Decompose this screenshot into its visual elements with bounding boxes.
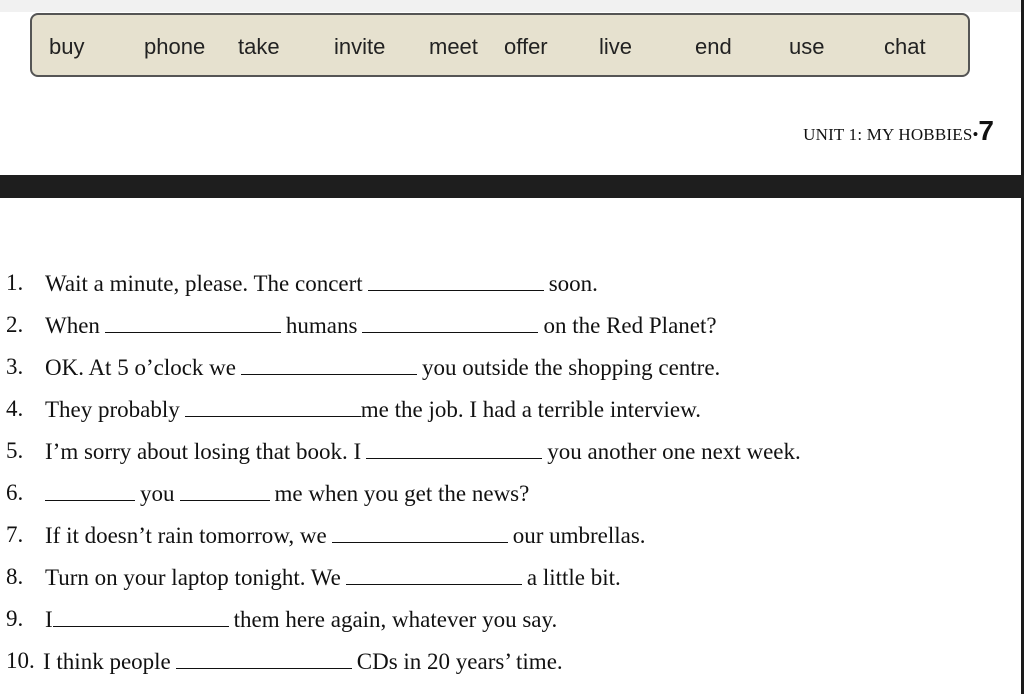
unit-header <box>803 115 994 147</box>
item-text: I’m sorry about losing that book. I <box>45 439 362 464</box>
item-text: me when you get the news? <box>274 481 530 506</box>
answer-blank[interactable] <box>180 480 270 501</box>
word-buy: buy <box>49 34 85 59</box>
page-number: 7 <box>978 115 994 146</box>
answer-blank[interactable] <box>362 312 538 333</box>
word-live: live <box>599 34 633 59</box>
answer-blank[interactable] <box>241 354 417 375</box>
item-text: Turn on your laptop tonight. We <box>45 565 341 590</box>
answer-blank[interactable] <box>368 270 544 291</box>
item-number: 2. <box>6 312 24 337</box>
item-text: them here again, whatever you say. <box>233 607 558 632</box>
item-number: 7. <box>6 522 24 547</box>
word-box <box>30 13 970 77</box>
page-divider-band <box>0 175 1024 198</box>
exercise-item-4 <box>0 396 1000 438</box>
header-bullet: • <box>972 125 979 144</box>
answer-blank[interactable] <box>366 438 542 459</box>
word-chat: chat <box>884 34 926 59</box>
answer-blank[interactable] <box>185 396 361 417</box>
word-offer: offer <box>504 34 548 59</box>
item-number: 3. <box>6 354 24 379</box>
item-number: 5. <box>6 438 24 463</box>
exercise-item-6 <box>0 480 1000 522</box>
answer-blank[interactable] <box>332 522 508 543</box>
answer-blank[interactable] <box>45 480 135 501</box>
item-text: humans <box>285 313 358 338</box>
item-number: 8. <box>6 564 24 589</box>
item-number: 4. <box>6 396 24 421</box>
answer-blank[interactable] <box>53 606 229 627</box>
page-top-margin <box>0 0 1024 12</box>
item-number: 1. <box>6 270 24 295</box>
item-text: on the Red Planet? <box>543 313 717 338</box>
word-phone: phone <box>144 34 206 59</box>
answer-blank[interactable] <box>346 564 522 585</box>
exercise-item-10 <box>0 648 1000 690</box>
item-text: you outside the shopping centre. <box>422 355 721 380</box>
exercise-item-1 <box>0 270 1000 312</box>
item-number: 9. <box>6 606 24 631</box>
unit-title: UNIT 1: MY HOBBIES <box>803 125 973 144</box>
exercise-item-8 <box>0 564 1000 606</box>
exercise-item-3 <box>0 354 1000 396</box>
word-meet: meet <box>429 34 478 59</box>
item-text: soon. <box>548 271 598 296</box>
exercise-item-7 <box>0 522 1000 564</box>
item-text: you another one next week. <box>547 439 801 464</box>
exercise-item-9 <box>0 606 1000 648</box>
item-text: our umbrellas. <box>512 523 646 548</box>
item-number: 10. <box>6 648 35 673</box>
item-text: you <box>140 481 175 506</box>
word-use: use <box>789 34 825 59</box>
word-take: take <box>238 34 280 59</box>
item-text: When <box>45 313 100 338</box>
item-text: They probably <box>45 397 180 422</box>
item-text: If it doesn’t rain tomorrow, we <box>45 523 327 548</box>
item-text: I think people <box>43 649 171 674</box>
answer-blank[interactable] <box>105 312 281 333</box>
word-invite: invite <box>334 34 386 59</box>
item-text: OK. At 5 o’clock we <box>45 355 236 380</box>
item-number: 6. <box>6 480 24 505</box>
item-text: Wait a minute, please. The concert <box>45 271 363 296</box>
item-text: a little bit. <box>526 565 621 590</box>
exercise-list <box>0 270 1000 690</box>
item-text: CDs in 20 years’ time. <box>356 649 563 674</box>
item-text: I <box>45 607 53 632</box>
word-end: end <box>695 34 732 59</box>
answer-blank[interactable] <box>176 648 352 669</box>
item-text: me the job. I had a terrible interview. <box>360 397 701 422</box>
exercise-item-2 <box>0 312 1000 354</box>
exercise-item-5 <box>0 438 1000 480</box>
